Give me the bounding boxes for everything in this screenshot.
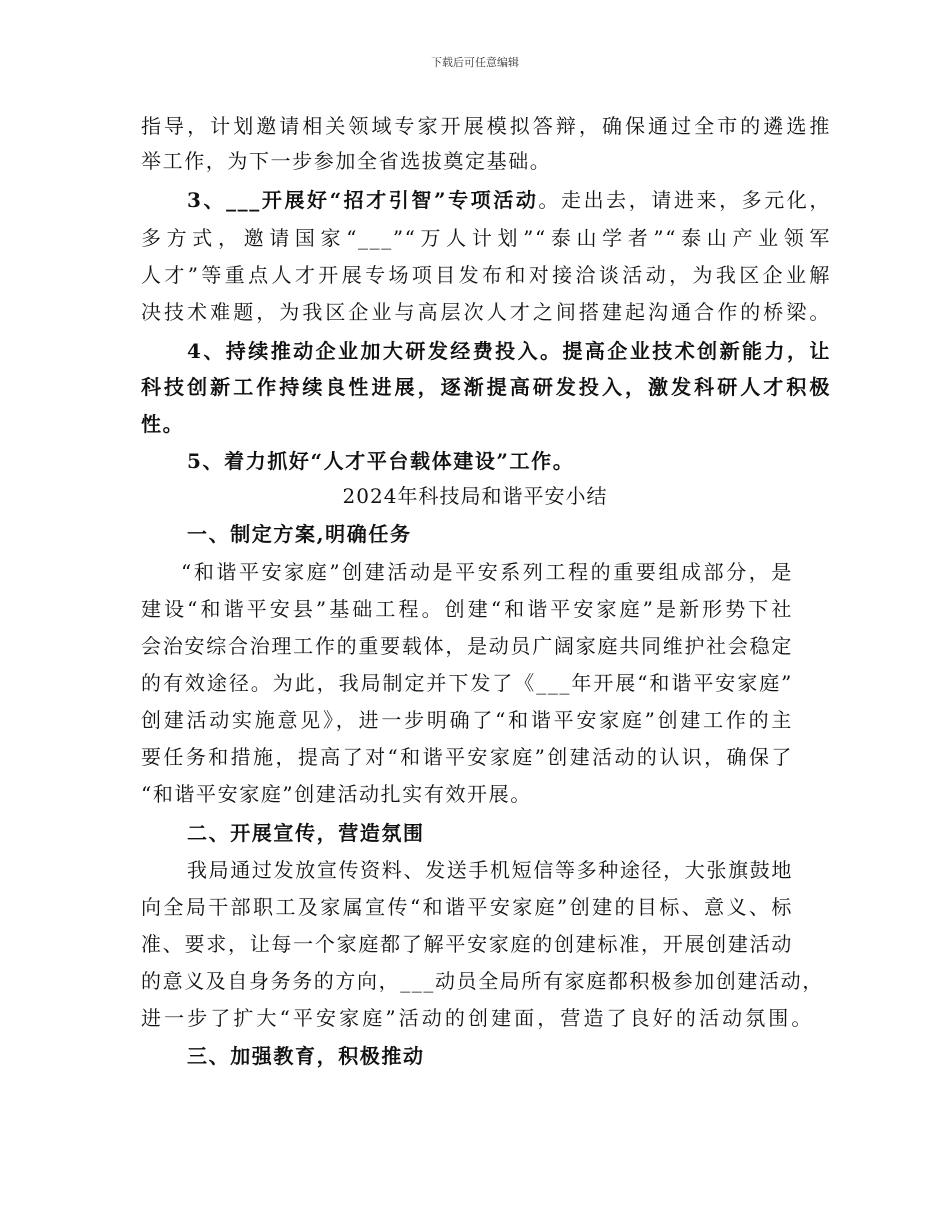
section-2-line: 的意义及自身务务的方向，___动员全局所有家庭都积极参加创建活动， [141,969,824,993]
item-3-heading: 3、___开展好“招才引智”专项活动 [187,188,539,212]
paragraph-line-item-3 [187,187,831,213]
item-4-line: 科技创新工作持续良性进展，逐渐提高研发投入，激发科研人才积极 [141,375,831,399]
paragraph-line: 人才”等重点人才开展专场项目发布和对接洽谈活动，为我区企业解 [141,263,831,287]
section-1-line: 的有效途径。为此，我局制定并下发了《___年开展“和谐平安家庭” [141,671,793,695]
page-header: 下载后可任意编辑 [431,56,519,69]
section-1-line: 会治安综合治理工作的重要载体，是动员广阔家庭共同维护社会稳定 [141,634,793,658]
item-5-line: 5、着力抓好“人才平台载体建设”工作。 [187,449,575,473]
section-1-line: “和谐平安家庭”创建活动是平安系列工程的重要组成部分，是 [181,560,793,584]
paragraph-line: 多方式，邀请国家“___”“万人计划”“泰山学者”“泰山产业领军 [141,226,831,250]
section-1-line: “和谐平安家庭”创建活动扎实有效开展。 [141,782,532,806]
section-2-line: 我局通过发放宣传资料、发送手机短信等多种途径，大张旗鼓地 [187,858,793,882]
item-3-text: 。走出去，请进来，多元化， [538,188,831,212]
paragraph-line: 举工作，为下一步参加全省选拔奠定基础。 [141,149,552,173]
section-1-heading: 一、制定方案,明确任务 [187,522,412,546]
section-1-line: 创建活动实施意见》，进一步明确了“和谐平安家庭”创建工作的主 [141,708,793,732]
section-2-line: 进一步了扩大“平安家庭”活动的创建面，营造了良好的活动氛围。 [141,1006,813,1030]
document-title: 2024年科技局和谐平安小结 [342,484,608,508]
section-2-line: 准、要求，让每一个家庭都了解平安家庭的创建标准，开展创建活动 [141,932,793,956]
section-2-line: 向全局干部职工及家属宣传“和谐平安家庭”创建的目标、意义、标 [141,895,793,919]
section-2-heading: 二、开展宣传，营造氛围 [187,821,425,845]
paragraph-line: 决技术难题，为我区企业与高层次人才之间搭建起沟通合作的桥梁。 [141,300,831,324]
section-3-heading: 三、加强教育，积极推动 [187,1044,425,1068]
item-4-line: 性。 [141,412,185,436]
paragraph-line: 指导，计划邀请相关领域专家开展模拟答辩，确保通过全市的遴选推 [141,114,831,138]
section-1-line: 建设“和谐平安县”基础工程。创建“和谐平安家庭”是新形势下社 [141,597,793,621]
section-1-line: 要任务和措施，提高了对“和谐平安家庭”创建活动的认识，确保了 [141,745,793,769]
item-4-line: 4、持续推动企业加大研发经费投入。提高企业技术创新能力，让 [187,339,831,363]
